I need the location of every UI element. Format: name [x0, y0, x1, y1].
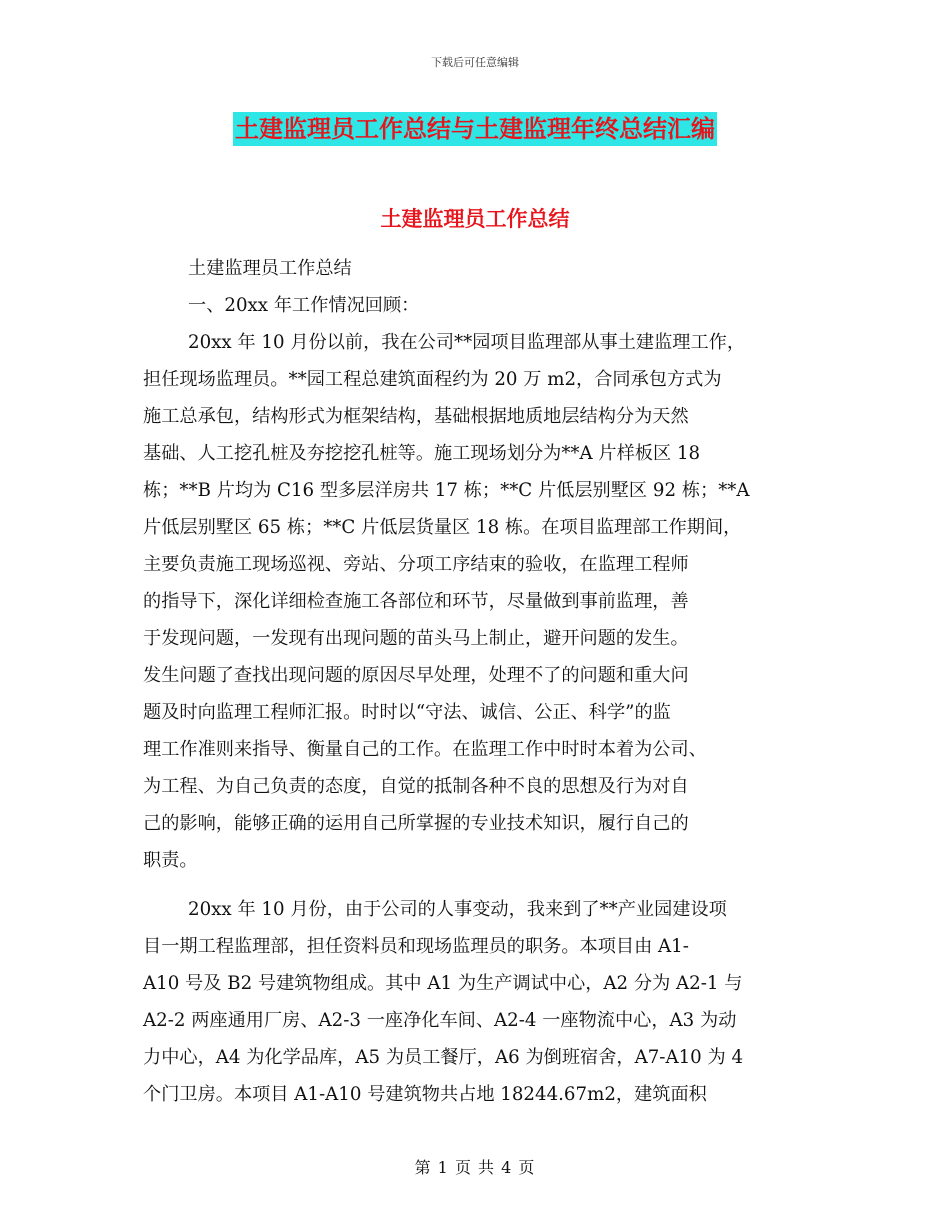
document-body	[143, 250, 823, 1113]
paragraph-line: A10 号及 B2 号建筑物组成。其中 A1 为生产调试中心，A2 分为 A2-1 与	[143, 973, 743, 994]
section-title: 土建监理员工作总结	[380, 207, 570, 231]
main-title-wrap	[0, 112, 950, 146]
paragraph-line: 一、20xx 年工作情况回顾：	[188, 295, 420, 316]
paragraph-line: 的指导下，深化详细检查施工各部位和环节，尽量做到事前监理，善	[143, 591, 689, 612]
paragraph-line: 力中心，A4 为化学品库，A5 为员工餐厅，A6 为倒班宿舍，A7-A10 为 4	[143, 1047, 744, 1068]
paragraph-line: 理工作准则来指导、衡量自己的工作。在监理工作中时时本着为公司、	[143, 739, 707, 760]
paragraph-line: 为工程、为自己负责的态度，自觉的抵制各种不良的思想及行为对自	[143, 776, 689, 797]
paragraph-line: 栋；**B 片均为 C16 型多层洋房共 17 栋；**C 片低层别墅区 92 栋；**A	[143, 480, 750, 501]
paragraph-line: 个门卫房。本项目 A1-A10 号建筑物共占地 18244.67m2，建筑面积	[143, 1084, 707, 1105]
paragraph-line: 题及时向监理工程师汇报。时时以“守法、诚信、公正、科学”的监	[143, 702, 671, 723]
paragraph-line: 施工总承包，结构形式为框架结构，基础根据地质地层结构分为天然	[143, 406, 689, 427]
page-footer: 第 1 页 共 4 页	[414, 1158, 536, 1177]
header-note: 下载后可任意编辑	[431, 56, 519, 69]
paragraph-line: A2-2 两座通用厂房、A2-3 一座净化车间、A2-4 一座物流中心，A3 为动	[143, 1010, 737, 1031]
paragraph-line: 基础、人工挖孔桩及夯挖挖孔桩等。施工现场划分为**A 片样板区 18	[143, 443, 701, 464]
paragraph-line: 20xx 年 10 月份以前，我在公司**园项目监理部从事土建监理工作，	[188, 332, 746, 353]
paragraph-line: 发生问题了查找出现问题的原因尽早处理，处理不了的问题和重大问	[143, 665, 689, 686]
paragraph-line: 担任现场监理员。**园工程总建筑面程约为 20 万 m2，合同承包方式为	[143, 369, 722, 390]
paragraph-line: 目一期工程监理部，担任资料员和现场监理员的职务。本项目由 A1-	[143, 936, 689, 957]
paragraph-line: 职责。	[143, 850, 198, 871]
paragraph-line: 片低层别墅区 65 栋；**C 片低层货量区 18 栋。在项目监理部工作期间，	[143, 517, 742, 538]
paragraph-line: 于发现问题，一发现有出现问题的苗头马上制止，避开问题的发生。	[143, 628, 689, 649]
paragraph-line: 己的影响，能够正确的运用自己所掌握的专业技术知识，履行自己的	[143, 813, 689, 834]
paragraph-gap	[143, 879, 823, 891]
paragraph-line: 20xx 年 10 月份，由于公司的人事变动，我来到了**产业园建设项	[188, 899, 727, 920]
main-title: 土建监理员工作总结与土建监理年终总结汇编	[233, 112, 717, 146]
paragraph-line: 主要负责施工现场巡视、旁站、分项工序结束的验收，在监理工程师	[143, 554, 689, 575]
paragraph-line: 土建监理员工作总结	[188, 258, 352, 279]
